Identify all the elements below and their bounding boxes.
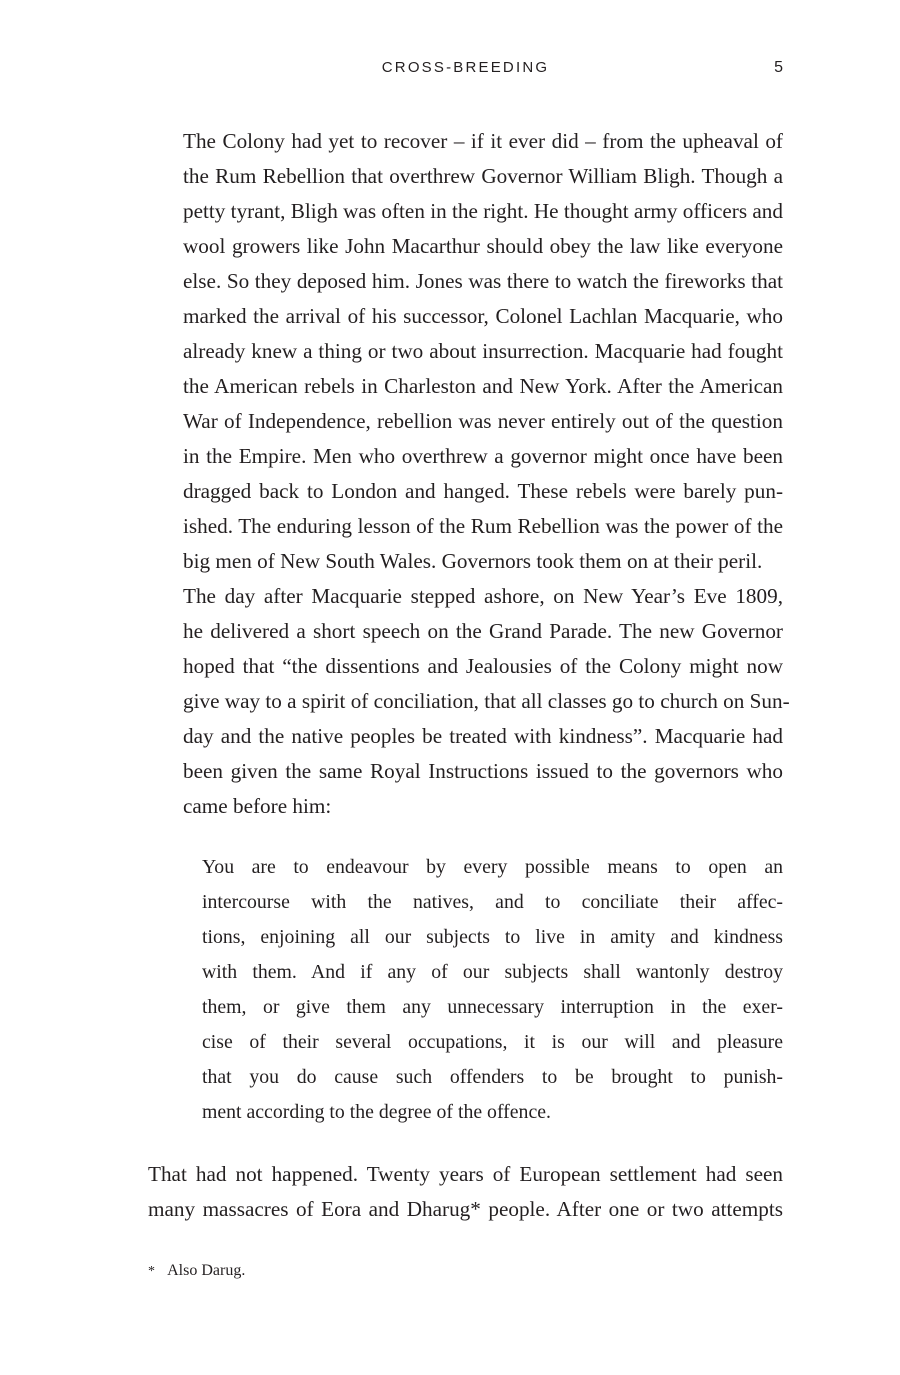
text-line: The day after Macquarie stepped ashore, on New Year’s Eve 1809, — [183, 584, 783, 608]
text-line: War of Independence, rebellion was never entirely out of the question — [183, 409, 783, 433]
text-line: hoped that “the dissentions and Jealousies of the Colony might now — [183, 654, 783, 678]
running-head — [148, 56, 783, 80]
text-line: wool growers like John Macarthur should obey the law like everyone — [183, 234, 783, 258]
text-line: day and the native peoples be treated with kindness”. Macquarie had — [183, 724, 783, 748]
quote-line: them, or give them any unnecessary interruption in the exer- — [202, 996, 783, 1018]
text-line: marked the arrival of his successor, Colonel Lachlan Macquarie, who — [183, 304, 783, 328]
royal-instructions-quote — [202, 850, 783, 1130]
text-line: petty tyrant, Bligh was often in the right. He thought army officers and — [183, 199, 783, 223]
text-line: many massacres of Eora and Dharug* people. After one or two attempts — [148, 1197, 783, 1221]
quote-line: cise of their several occupations, it is our will and pleasure — [202, 1031, 783, 1053]
quote-line: tions, enjoining all our subjects to live in amity and kindness — [202, 926, 783, 948]
footnote — [148, 1258, 245, 1285]
quote-line: that you do cause such offenders to be brought to punish- — [202, 1066, 783, 1088]
text-line: big men of New South Wales. Governors took them on at their peril. — [183, 549, 763, 573]
text-line: give way to a spirit of conciliation, that all classes go to church on Sun- — [183, 689, 790, 713]
text-line: The Colony had yet to recover – if it ever did – from the upheaval of — [183, 129, 783, 153]
text-line: the Rum Rebellion that overthrew Governor William Bligh. Though a — [183, 164, 783, 188]
text-line: he delivered a short speech on the Grand Parade. The new Governor — [183, 619, 783, 643]
quote-line: with them. And if any of our subjects shall wantonly destroy — [202, 961, 783, 983]
text-line: the American rebels in Charleston and New York. After the American — [183, 374, 783, 398]
text-line: That had not happened. Twenty years of European settlement had seen — [148, 1162, 783, 1186]
footnote-mark: * — [148, 1264, 155, 1279]
body-text — [148, 124, 790, 1227]
text-line: came before him: — [183, 794, 332, 818]
running-title: CROSS-BREEDING — [381, 59, 550, 76]
text-line: already knew a thing or two about insurrection. Macquarie had fought — [183, 339, 783, 363]
paragraph-rum-rebellion — [148, 124, 783, 579]
paragraph-macquarie-speech — [148, 579, 790, 824]
quote-line: You are to endeavour by every possible means to open an — [202, 856, 783, 878]
text-line: else. So they deposed him. Jones was there to watch the fireworks that — [183, 269, 783, 293]
footnote-text: Also Darug. — [167, 1262, 246, 1279]
text-line: been given the same Royal Instructions issued to the governors who — [183, 759, 783, 783]
text-line: ished. The enduring lesson of the Rum Rebellion was the power of the — [183, 514, 783, 538]
text-line: in the Empire. Men who overthrew a governor might once have been — [183, 444, 783, 468]
quote-line: ment according to the degree of the offence. — [202, 1101, 551, 1123]
paragraph-settlement — [148, 1157, 783, 1227]
text-line: dragged back to London and hanged. These rebels were barely pun- — [183, 479, 783, 503]
quote-line: intercourse with the natives, and to conciliate their affec- — [202, 891, 783, 913]
page-number: 5 — [774, 59, 783, 76]
